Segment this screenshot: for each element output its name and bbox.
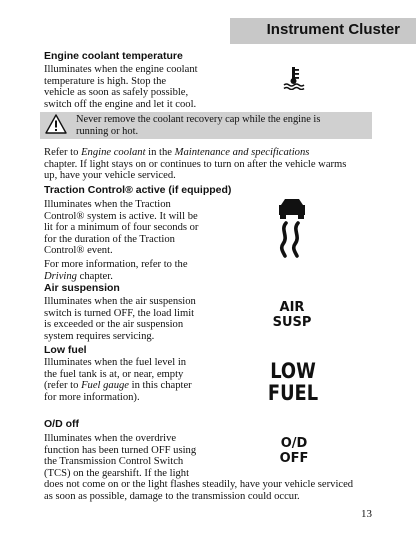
text-span: chapter. <box>76 270 113 282</box>
text-line <box>44 147 384 159</box>
low-fuel-symbol <box>263 360 323 404</box>
page-title: Instrument Cluster <box>266 21 400 38</box>
text-line: temperature is high. Stop the <box>44 75 167 87</box>
warning-triangle-icon <box>45 114 67 134</box>
air-susp-symbol <box>262 300 322 330</box>
text-line: function has been turned OFF using <box>44 444 197 456</box>
od-off-text <box>44 433 384 503</box>
text-line: switch is turned OFF, the load limit <box>44 307 195 319</box>
text-line: Illuminates when the overdrive <box>44 433 177 444</box>
text-line: switch off the engine and let it cool. <box>44 98 197 110</box>
coolant-text <box>44 64 198 110</box>
text-span: in the <box>145 147 175 158</box>
symbol-line: O/D <box>280 436 308 451</box>
low-fuel-text <box>44 357 192 403</box>
text-line: as soon as possible, damage to the transmission could occur. <box>44 490 300 502</box>
link-ref: Engine coolant <box>81 147 146 158</box>
low-fuel-heading: Low fuel <box>44 344 87 356</box>
text-span: (refer to <box>44 380 82 392</box>
traction-heading: Traction Control® active (if equipped) <box>44 184 232 196</box>
symbol-line: SUSP <box>272 315 312 330</box>
air-suspension-heading: Air suspension <box>44 282 120 294</box>
text-line: the Transmission Control Switch <box>44 456 184 468</box>
text-span: Refer to <box>44 147 82 158</box>
text-line: lit for a minimum of four seconds or <box>44 222 199 234</box>
text-line: For more information, refer to the <box>44 259 188 270</box>
symbol-line: OFF <box>279 451 309 466</box>
warning-box <box>40 112 372 139</box>
text-line: Illuminates when the air suspension <box>44 296 196 307</box>
text-line: Illuminates when the fuel level in <box>44 357 187 368</box>
text-line: vehicle as soon as safely possible, <box>44 87 189 99</box>
text-line: for the duration of the Traction <box>44 233 175 245</box>
text-line: is exceeded or the air suspension <box>44 319 184 331</box>
text-line: for more information). <box>44 391 140 403</box>
od-off-heading: O/D off <box>44 418 79 430</box>
od-off-symbol <box>264 436 324 466</box>
traction-control-icon <box>276 198 308 258</box>
coolant-temperature-icon <box>282 66 306 90</box>
text-line: the fuel tank is at, or near, empty <box>44 368 184 380</box>
text-span: in this chapter <box>129 380 192 392</box>
text-line: (TCS) on the gearshift. If the light <box>44 467 190 479</box>
text-line: Illuminates when the Traction <box>44 199 171 210</box>
text-line: does not come on or the light flashes steadily, have your vehicle serviced <box>44 479 354 491</box>
text-line <box>44 380 192 392</box>
symbol-line: FUEL <box>267 381 319 405</box>
text-line: Never remove the coolant recovery cap while the engine is <box>76 114 321 125</box>
traction-text <box>44 199 198 257</box>
link-ref: Driving <box>44 270 77 282</box>
coolant-heading: Engine coolant temperature <box>44 50 183 62</box>
air-suspension-text <box>44 296 196 342</box>
symbol-line: AIR <box>279 300 305 315</box>
page-number: 13 <box>361 508 372 520</box>
text-line: Control® system is active. It will be <box>44 210 198 222</box>
warning-text <box>76 114 368 137</box>
link-ref: Maintenance and specifications <box>174 147 310 158</box>
text-line: Illuminates when the engine coolant <box>44 64 198 75</box>
text-line: chapter. If light stays on or continues to turn on after the vehicle warms <box>44 158 347 170</box>
text-line <box>44 271 188 283</box>
traction-more-text <box>44 259 188 282</box>
text-line: system requires servicing. <box>44 330 155 342</box>
text-line: up, have your vehicle serviced. <box>44 170 176 182</box>
text-line: Control® event. <box>44 245 113 257</box>
coolant-refer-text <box>44 147 384 182</box>
symbol-line: LOW <box>270 359 316 383</box>
link-ref: Fuel gauge <box>81 380 130 392</box>
header-band <box>230 18 416 44</box>
text-line: running or hot. <box>76 125 139 137</box>
